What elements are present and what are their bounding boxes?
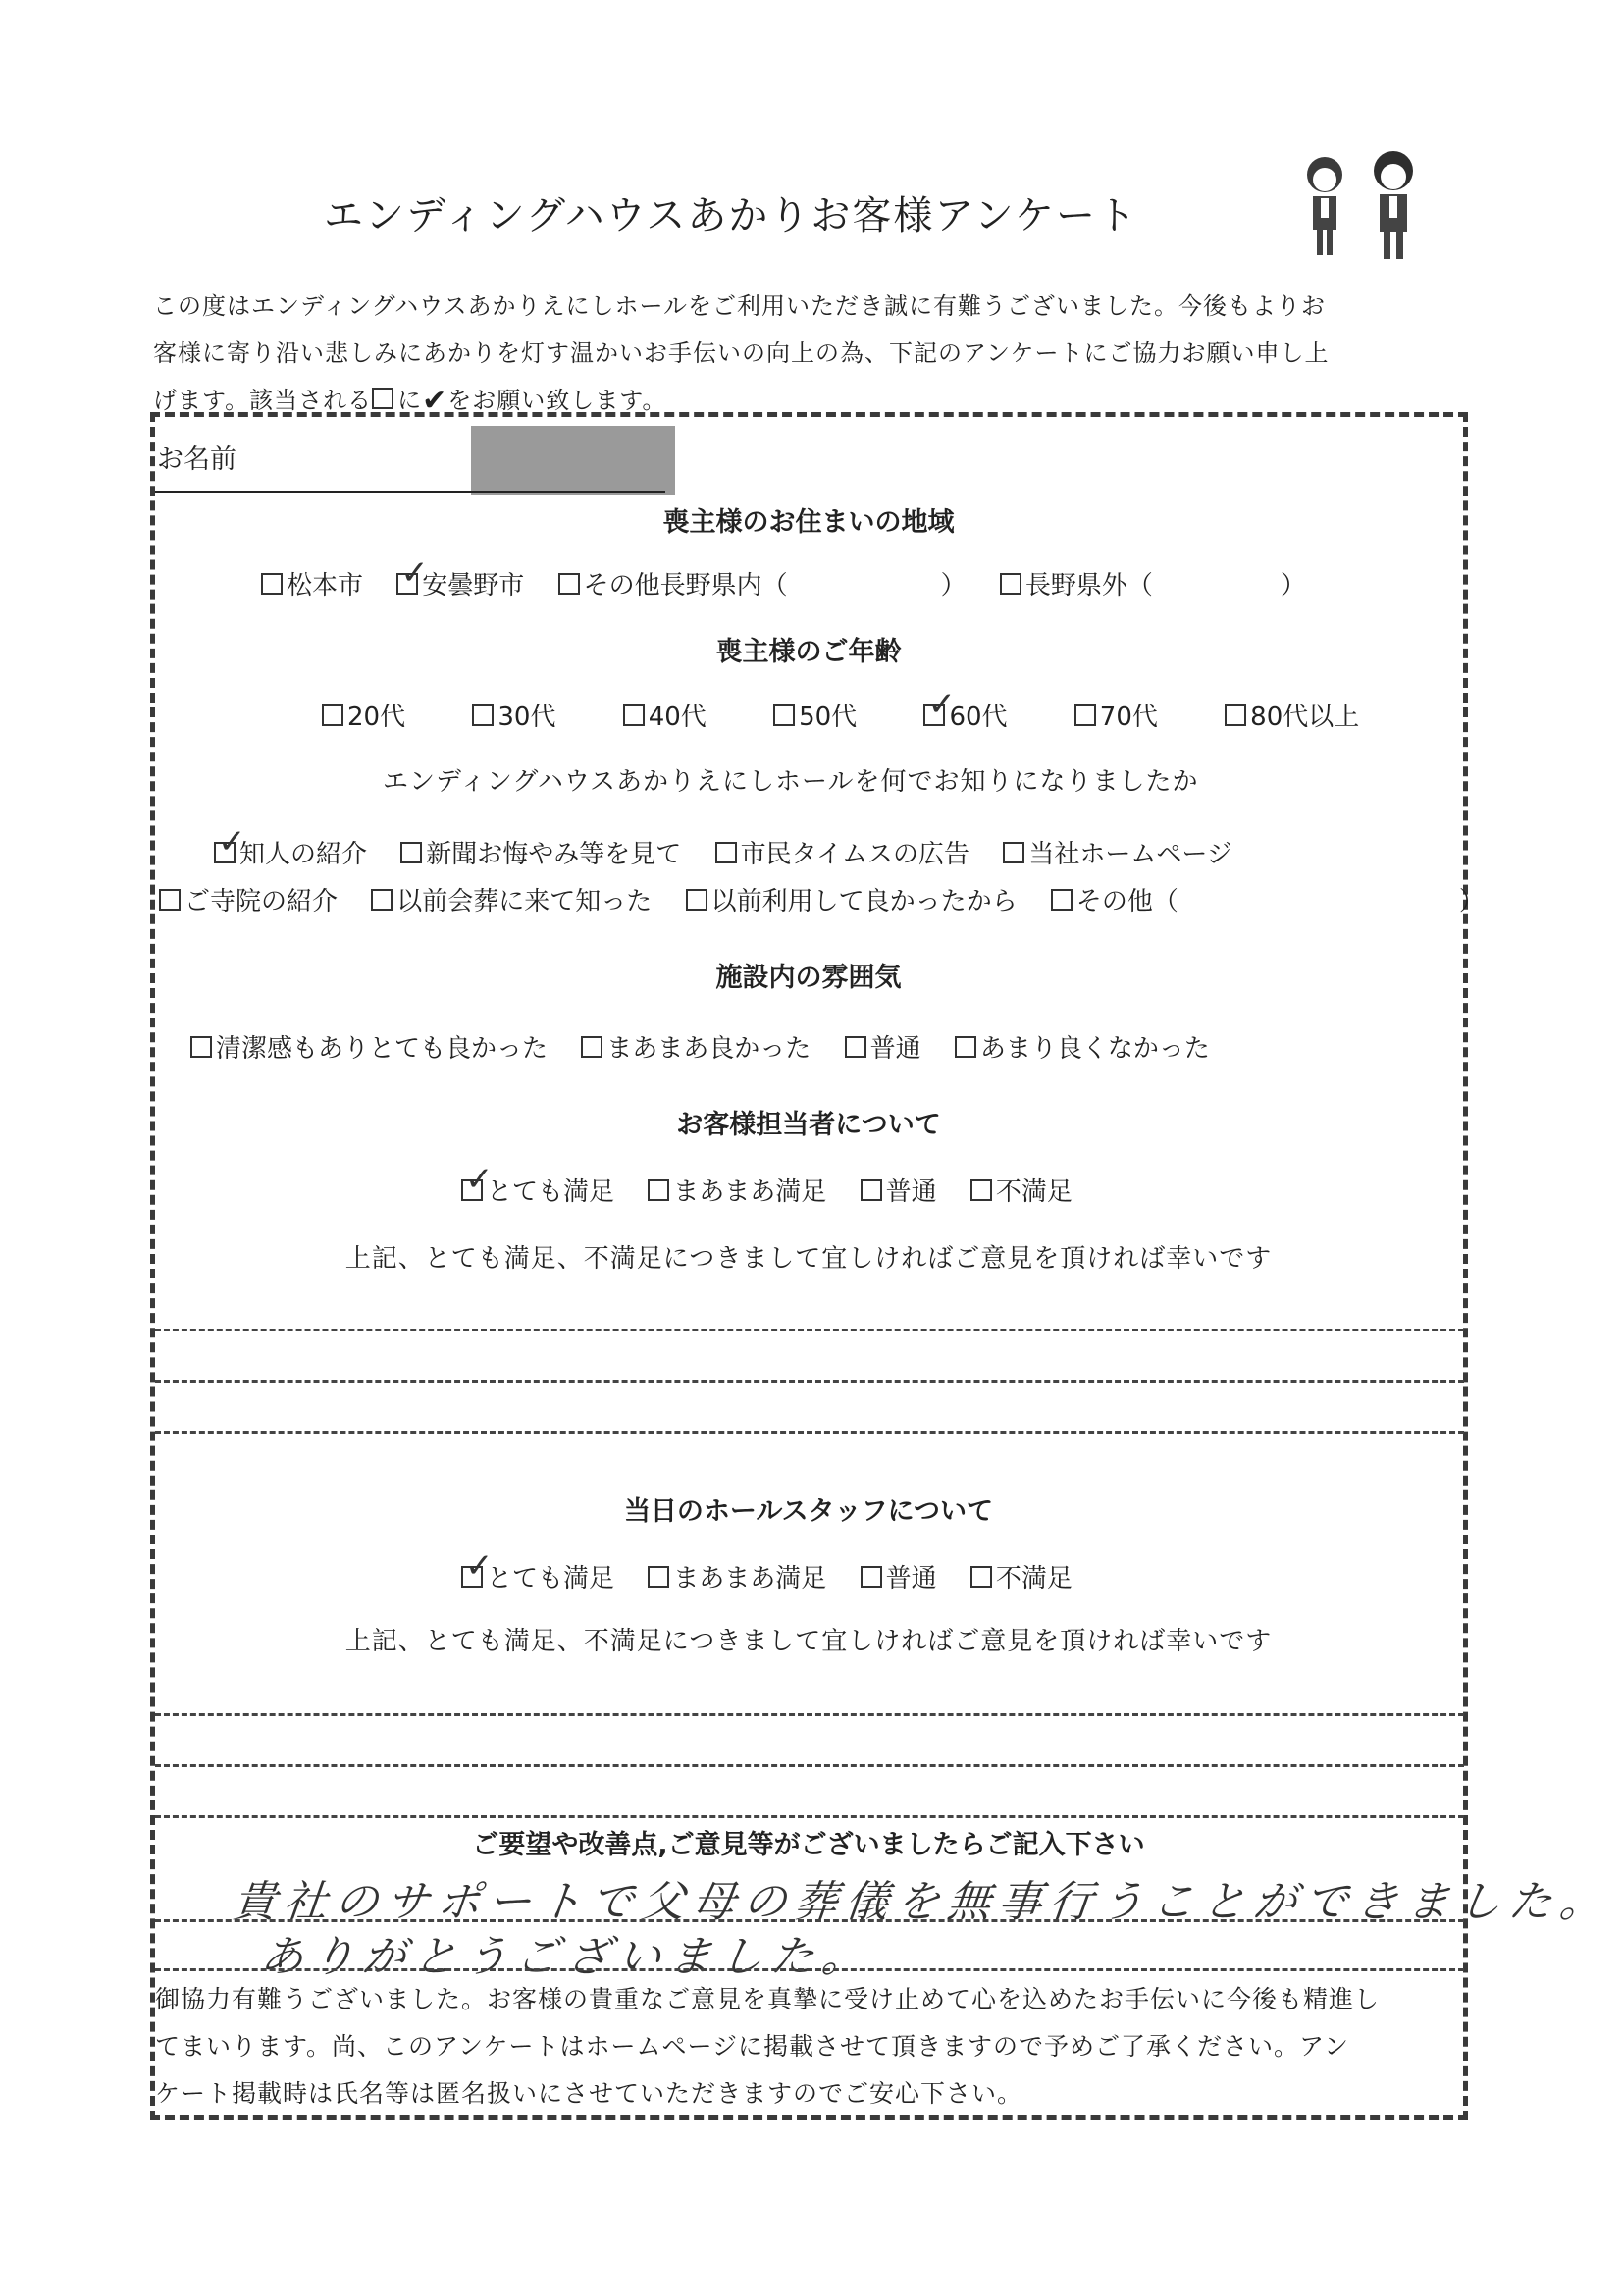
staff-note: 上記、とても満足、不満足につきまして宜しければご意見を頂ければ幸いです [344,1244,1273,1274]
source-option-homepage[interactable]: 当社ホームページ [1003,834,1231,870]
checkbox-icon[interactable] [970,1179,992,1201]
comment-line [155,1431,1464,1434]
checkbox-icon[interactable] [1074,704,1096,726]
check-mark-icon: ✔ [422,384,448,418]
source-option-past-use[interactable]: 以前利用して良かったから [686,881,1018,917]
page-title: エンディングハウスあかりお客様アンケート [324,193,1138,238]
handwritten-comment-line-1: 貴社のサポートで父母の葬儀を無事行うことができました。 [230,1877,1614,1927]
checkbox-icon[interactable] [648,1179,669,1201]
checkbox-icon[interactable] [261,573,283,595]
atmosphere-options [190,1028,1235,1065]
staff-option-very-satisfied[interactable]: ✓とても満足 [461,1172,614,1208]
checkbox-icon[interactable] [955,1036,976,1058]
source-option-temple[interactable]: ご寺院の紹介 [159,881,338,917]
comment-line [155,1380,1464,1383]
age-option-40s[interactable]: 40代 [623,697,707,733]
age-option-60s[interactable]: ✓ 60代 [923,697,1007,733]
comment-line [155,1815,1464,1818]
atmosphere-option-normal[interactable]: 普通 [845,1028,921,1065]
age-option-50s[interactable]: 50代 [773,697,857,733]
checkbox-icon[interactable] [190,1036,212,1058]
checkbox-icon[interactable] [648,1566,669,1588]
checkbox-icon[interactable] [1000,573,1021,595]
intro-line-2: 客様に寄り沿い悲しみにあかりを灯す温かいお手伝いの向上の為、下記のアンケートにご協力お願い申し上 [153,339,1330,367]
checkbox-icon[interactable] [861,1179,882,1201]
intro-line-1: この度はエンディングハウスあかりえにしホールをご利用いただき誠に有難うございました。今後もよりお [153,292,1326,320]
hall-option-normal[interactable]: 普通 [861,1558,937,1594]
checkbox-icon[interactable] [623,704,645,726]
checkbox-checked-icon[interactable] [396,573,418,595]
comment-line [155,1713,1464,1716]
checkbox-icon[interactable] [581,1036,602,1058]
source-heading: エンディングハウスあかりえにしホールを何でお知りになりましたか [383,767,1199,797]
checkbox-icon[interactable] [322,704,343,726]
checkbox-checked-icon[interactable] [214,842,236,863]
checkbox-icon[interactable] [861,1566,882,1588]
checkbox-icon[interactable] [1003,842,1024,863]
source-option-newspaper[interactable]: 新聞お悔やみ等を見て [400,834,681,870]
region-option-matsumoto[interactable]: 松本市 [261,565,363,601]
staff-heading: お客様担当者について [676,1110,941,1140]
age-heading: 喪主様のご年齢 [715,637,902,667]
closing-line-2: てまいります。尚、このアンケートはホームページに掲載させて頂きますので予めご了承ください。アン [155,2032,1350,2061]
source-option-acquaintance[interactable]: ✓知人の紹介 [214,834,367,870]
age-option-70s[interactable]: 70代 [1074,697,1158,733]
source-option-shimin-times[interactable]: 市民タイムスの広告 [715,834,969,870]
region-option-azumino[interactable]: ✓ 安曇野市 [396,565,524,601]
hall-option-fairly-satisfied[interactable]: まあまあ満足 [648,1558,826,1594]
checkbox-icon[interactable] [1051,889,1073,911]
region-option-outside-nagano[interactable]: 長野県外（ ） [1000,565,1306,601]
checkbox-checked-icon[interactable] [923,704,945,726]
comment-line [155,1968,1464,1971]
age-option-30s[interactable]: 30代 [472,697,555,733]
age-option-80s-plus[interactable]: 80代以上 [1225,697,1359,733]
atmosphere-heading: 施設内の雰囲気 [715,963,902,993]
hall-option-unsatisfied[interactable]: 不満足 [970,1558,1073,1594]
hall-options [461,1558,1098,1594]
age-options [322,697,1385,733]
source-option-past-funeral[interactable]: 以前会葬に来て知った [371,881,652,917]
name-label: お名前 [157,444,236,475]
hall-option-very-satisfied[interactable]: ✓とても満足 [461,1558,614,1594]
hall-heading: 当日のホールスタッフについて [623,1496,994,1527]
intro-line-3c: をお願い致します。 [447,387,667,414]
checkbox-icon[interactable] [970,1566,992,1588]
comment-line [155,1329,1464,1331]
region-options [261,565,1332,601]
checkbox-checked-icon[interactable] [461,1179,483,1201]
staff-option-normal[interactable]: 普通 [861,1172,937,1208]
hall-note: 上記、とても満足、不満足につきまして宜しければご意見を頂ければ幸いです [344,1627,1273,1656]
redacted-name [471,426,675,495]
checkbox-icon[interactable] [472,704,494,726]
checkbox-icon[interactable] [400,842,422,863]
checkbox-icon[interactable] [845,1036,866,1058]
staff-mascot-icon [1295,147,1433,265]
checkbox-icon[interactable] [773,704,795,726]
atmosphere-option-fairly-good[interactable]: まあまあ良かった [581,1028,811,1065]
checkbox-icon[interactable] [159,889,181,911]
intro-line-3b: に [397,387,423,414]
checkbox-icon[interactable] [1225,704,1246,726]
source-option-other[interactable]: その他（ ） [1051,881,1485,917]
atmosphere-option-very-good[interactable]: 清潔感もありとても良かった [190,1028,548,1065]
staff-option-fairly-satisfied[interactable]: まあまあ満足 [648,1172,826,1208]
requests-heading: ご要望や改善点,ご意見等がございましたらご記入下さい [472,1830,1145,1860]
checkbox-icon[interactable] [715,842,737,863]
staff-options [461,1172,1098,1208]
sample-checkbox-icon [372,388,393,409]
region-heading: 喪主様のお住まいの地域 [662,507,955,538]
region-option-other-nagano[interactable]: その他長野県内（ ） [558,565,967,601]
atmosphere-option-not-good[interactable]: あまり良くなかった [955,1028,1210,1065]
checkbox-icon[interactable] [558,573,580,595]
checkbox-icon[interactable] [686,889,707,911]
intro-line-3a: げます。該当される [153,387,373,414]
staff-option-unsatisfied[interactable]: 不満足 [970,1172,1073,1208]
checkbox-checked-icon[interactable] [461,1566,483,1588]
source-row-1 [214,834,1258,870]
comment-line [155,1764,1464,1767]
closing-line-3: ケート掲載時は氏名等は匿名扱いにさせていただきますのでご安心下さい。 [155,2079,1023,2108]
checkbox-icon[interactable] [371,889,393,911]
name-underline [155,491,665,493]
closing-line-1: 御協力有難うございました。お客様の貴重なご意見を真摯に受け止めて心を込めたお手伝いに今後も精進し [155,1985,1381,2013]
age-option-20s[interactable]: 20代 [322,697,405,733]
source-row-2 [159,881,1510,917]
handwritten-comment-line-2: ありがとうございました。 [257,1932,876,1982]
